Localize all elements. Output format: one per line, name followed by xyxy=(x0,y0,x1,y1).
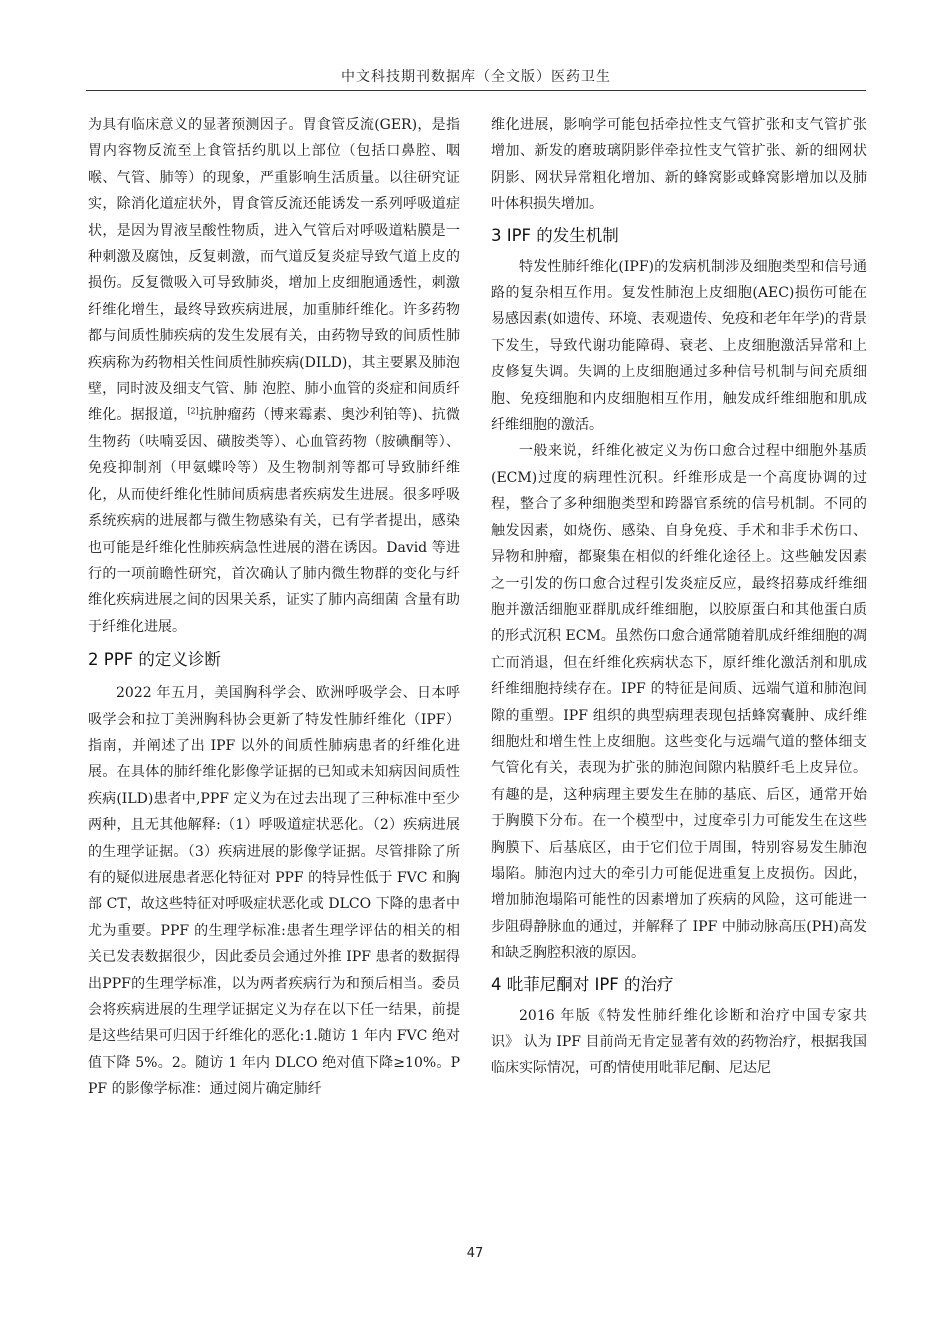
citation-ref: [2] xyxy=(187,406,199,416)
section-heading: 2 PPF 的定义诊断 xyxy=(88,650,221,670)
paragraph: 2016 年版《特发性肺纤维化诊断和治疗中国专家共识》 认为 IPF 目前尚无肯定显著有效的药物治疗，根据我国临床实际情况，可酌情使用吡菲尼酮、尼达尼 xyxy=(491,1007,867,1077)
paragraph: 一般来说，纤维化被定义为伤口愈合过程中细胞外基质(ECM)过度的病理性沉积。纤维形成是一个高度协调的过程，整合了多种细胞类型和跨器官系统的信号机制。不同的触发因素，如烧伤、感染、自身免疫、手术和非手术伤口、异物和肿瘤，都聚集在相似的纤维化途径上。这些触发因素之一引发的伤口愈合过程引发炎症反应，最终招募成纤维细胞并激活细胞亚群肌成纤维细胞，以胶原蛋白和其他蛋白质的形式沉积 ECM。虽然伤口愈合通常随着肌成纤维细胞的凋亡而消退，但在纤维化疾病状态下，原纤维化激活剂和肌成纤维细胞持续存在。IPF 的特征是间质、远端气道和肺泡间隙的重塑。IPF 组织的典型病理表现包括蜂窝囊肿、成纤维细胞灶和增生性上皮细胞。这些变化与远端气道的整体细支气管化有关，表现为扩张的肺泡间隙内粘膜纤毛上皮异位。有趣的是，这种病理主要发生在肺的基底、后区，通常开始于胸膜下分布。在一个模型中，过度牵引力可能发生在这些胸膜下、后基底区，由于它们位于周围，特别容易发生肺泡塌陷。肺泡内过大的牵引力可能促进重复上皮损伤。因此，增加肺泡塌陷可能性的因素增加了疾病的风险，这可能进一步阻碍静脉血的通过，并解释了 IPF 中肺动脉高压(PH)高发和缺乏胸腔积液的原因。 xyxy=(491,443,867,962)
journal-header: 中文科技期刊数据库（全文版）医药卫生 xyxy=(86,68,866,91)
left-column xyxy=(88,112,460,1103)
paragraph: 2022 年五月，美国胸科学会、欧洲呼吸学会、日本呼吸学会和拉丁美洲胸科协会更新了特发性肺纤维化（IPF）指南，并阐述了出 IPF 以外的间质性肺病患者的纤维化进展。在具体的肺纤维化影像学证据的已知或未知病因间质性疾病(ILD)患者中,PPF 定义为在过去出现了三种标准中至少两种，且无其他解释:（1）呼吸道症状恶化。（2）疾病进展的生理学证据。（3）疾病进展的影像学证据。尽管排除了所有的疑似进展患者恶化特征对 PPF 的特异性低于 FVC 和胸部 CT，故这些特征对呼吸症状恶化或 DLCO 下降的患者中尤为重要。PPF 的生理学标准:患者生理学评估的相关的相关已发表数据很少，因此委员会通过外推 IPF 患者的数据得出PPF的生理学标准，以为两者疾病行为和预后相当。委员会将疾病进展的生理学证据定义为存在以下任一结果，前提是这些结果可归因于纤维化的恶化:1.随访 1 年内 FVC 绝对值下降 5%。2。随访 1 年内 DLCO 绝对值下降≥10%。PPF 的影像学标准：通过阅片确定肺纤 xyxy=(88,685,460,1098)
paragraph: 维化进展，影响学可能包括牵拉性支气管扩张和支气管扩张增加、新发的磨玻璃阴影伴牵拉性支气管扩张、新的细网状阴影、网状异常粗化增加、新的蜂窝影或蜂窝影增加以及肺叶体积损失增加。 xyxy=(491,117,867,213)
paragraph: 特发性肺纤维化(IPF)的发病机制涉及细胞类型和信号通路的复杂相互作用。复发性肺泡上皮细胞(AEC)损伤可能在易感因素(如遗传、环境、表观遗传、免疫和老年年学)的背景下发生，导致代谢功能障碍、衰老、上皮细胞激活异常和上皮修复失调。失调的上皮细胞通过多种信号机制与间充质细胞、免疫细胞和内皮细胞相互作用，触发成纤维细胞和肌成纤维细胞的激活。 xyxy=(491,258,867,434)
section-heading: 4 吡菲尼酮对 IPF 的治疗 xyxy=(491,974,674,994)
paragraph-text: 为具有临床意义的显著预测因子。胃食管反流(GER)，是指胃内容物反流至上食管括约肌以上部位（包括口鼻腔、咽喉、气管、肺等）的现象，严重影响生活质量。以往研究证实，除消化道症状外，胃食管反流还能诱发一系列呼吸道症状，是因为胃液呈酸性物质，进入气管后对呼吸道粘膜是一种刺激及腐蚀，反复刺激，而气道反复炎症导致气道上皮的损伤。反复微吸入可导致肺炎，增加上皮细胞通透性，刺激纤维化增生，最终导致疾病进展，加重肺纤维化。许多药物都与间质性肺疾病的发生发展有关，由药物导致的间质性肺疾病称为药物相关性间质性肺疾病(DILD)，其主要累及肺泡壁，同时波及细支气管、肺 泡腔、肺小血管的炎症和间质纤维化。据报道， xyxy=(88,117,460,424)
right-column xyxy=(491,112,867,1082)
section-heading: 3 IPF 的发生机制 xyxy=(491,225,619,245)
page-number: 47 xyxy=(466,1246,484,1261)
paragraph-text: 抗肿瘤药（博来霉素、奥沙利铂等)、抗微生物药（呋喃妥因、磺胺类等）、心血管药物（胺碘酮等）、免疫抑制剂（甲氨蝶呤等）及生物制剂等都可导致肺纤维化，从而使纤维化性肺间质病患者疾病发生进展。很多呼吸系统疾病的进展都与微生物感染有关，已有学者提出，感染也可能是纤维化性肺疾病急性进展的潜在诱因。David 等进行的一项前瞻性研究，首次确认了肺内微生物群的变化与纤维化疾病进展之间的因果关系，证实了肺内高细菌 含量有助于纤维化进展。 xyxy=(88,407,461,635)
paragraph xyxy=(88,112,460,640)
